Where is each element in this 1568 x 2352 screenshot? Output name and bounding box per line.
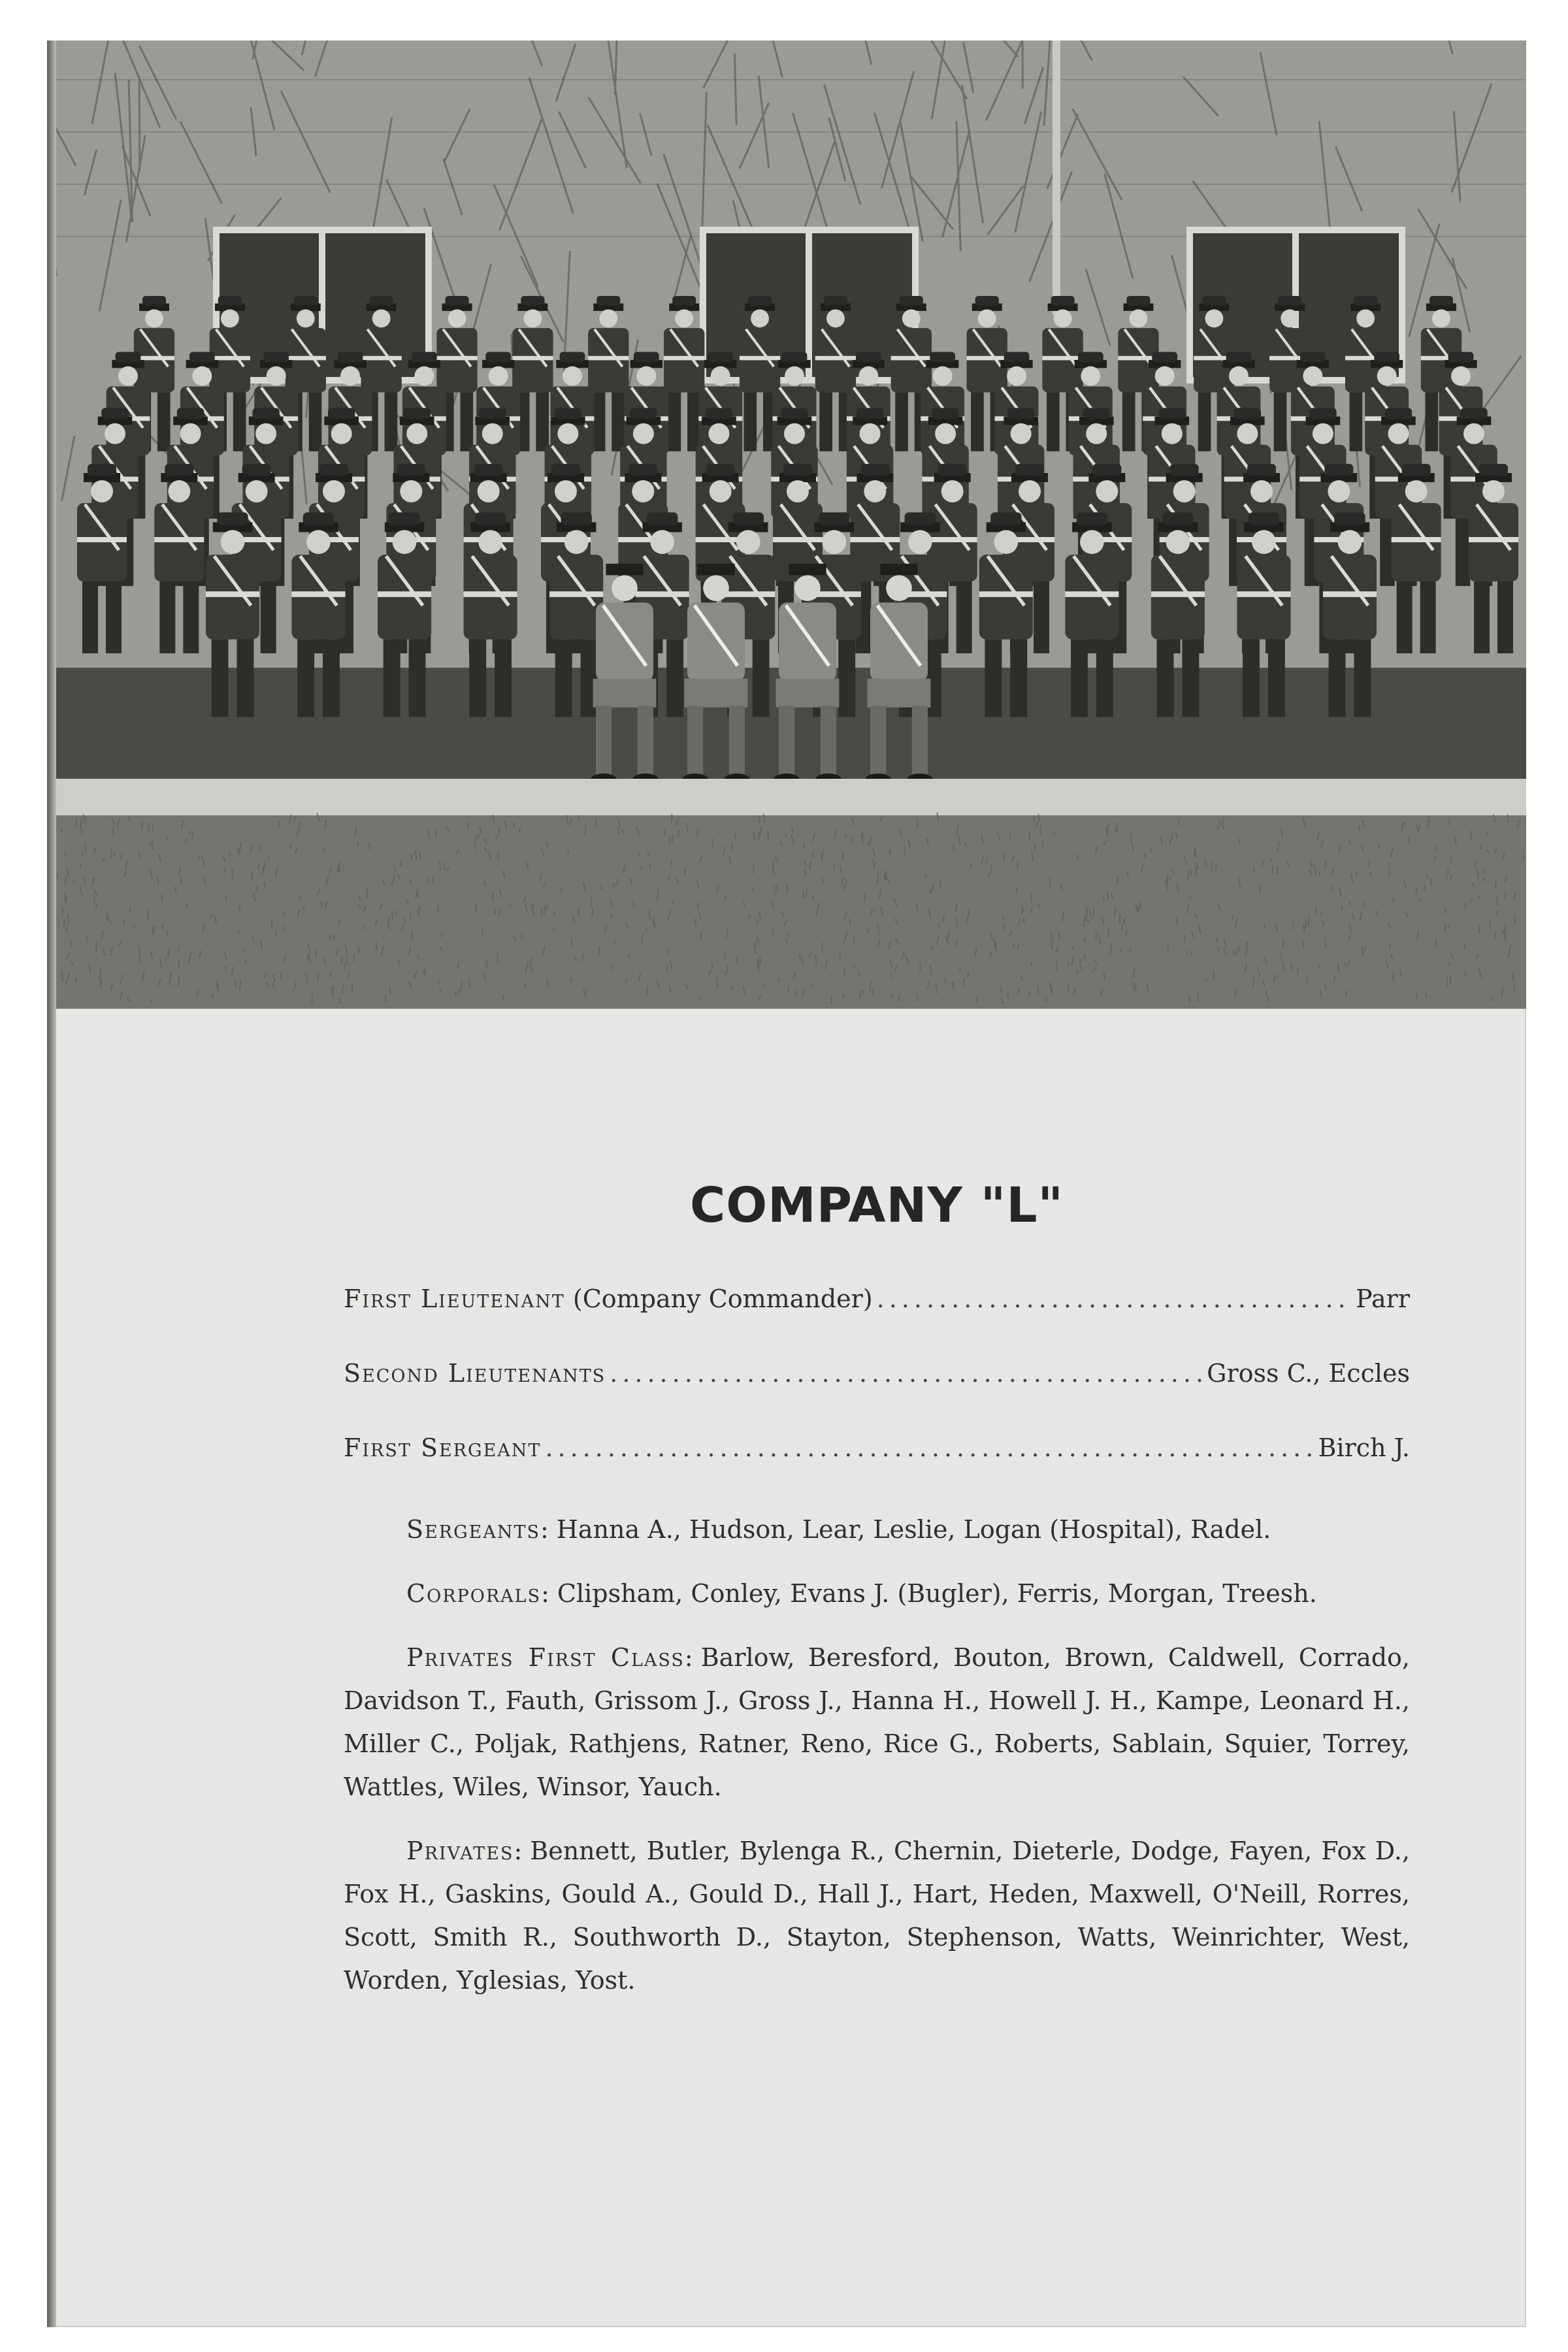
corporals-paragraph <box>344 1572 1410 1615</box>
privates-first-class-paragraph <box>344 1636 1410 1808</box>
privates-paragraph <box>344 1829 1410 2002</box>
officer-names: Birch J. <box>1318 1433 1410 1462</box>
group-label: Privates: <box>406 1837 524 1865</box>
group-names: Barlow, Beresford, Bouton, Brown, Caldwell, Corrado, Davidson T., Fauth, Grissom J., Gross J., Hanna H., Howell J. H., Kampe, Leonard H., Miller C., Poljak, Rathjens, Ratner, Reno, Rice G., Roberts, Sablain, Squier, Torrey, Wattles, Wiles, Winsor, Yauch. <box>344 1643 1411 1801</box>
officer-names: Parr <box>1356 1284 1410 1313</box>
group-label: Corporals: <box>406 1579 551 1608</box>
sergeants-paragraph <box>344 1508 1410 1551</box>
company-group-photo <box>56 41 1526 1009</box>
rank-label: First Sergeant <box>344 1433 542 1462</box>
group-names: Bennett, Butler, Bylenga R., Chernin, Dieterle, Dodge, Fayen, Fox D., Fox H., Gaskins, Gould A., Gould D., Hall J., Hart, Heden, Maxwell, O'Neill, Rorres, Scott, Smith R., Southworth D., Stayton, Stephenson, Watts, Weinrichter, West, Worden, Yglesias, Yost. <box>344 1837 1410 1995</box>
dot-leader <box>545 1433 1314 1462</box>
group-names: Hanna A., Hudson, Lear, Leslie, Logan (Hospital), Radel. <box>556 1515 1271 1544</box>
group-label: Sergeants: <box>406 1515 550 1544</box>
rank-note: (Company Commander) <box>564 1284 873 1313</box>
roster-text <box>344 1177 1410 2023</box>
first-lieutenant-line <box>344 1284 1410 1315</box>
second-lieutenants-line <box>344 1359 1410 1389</box>
first-sergeant-line <box>344 1433 1410 1463</box>
page-spine-shadow <box>47 41 56 2327</box>
officer-names: Gross C., Eccles <box>1207 1359 1410 1388</box>
group-names: Clipsham, Conley, Evans J. (Bugler), Ferris, Morgan, Treesh. <box>557 1579 1317 1608</box>
group-label: Privates First Class: <box>406 1643 694 1672</box>
photo-illustration <box>56 41 1526 1009</box>
rank-label: Second Lieutenants <box>344 1359 606 1388</box>
dot-leader <box>877 1284 1352 1313</box>
dot-leader <box>610 1359 1203 1388</box>
rank-label: First Lieutenant <box>344 1284 565 1313</box>
company-title: COMPANY "L" <box>689 1177 1064 1233</box>
yearbook-page <box>47 41 1526 2327</box>
